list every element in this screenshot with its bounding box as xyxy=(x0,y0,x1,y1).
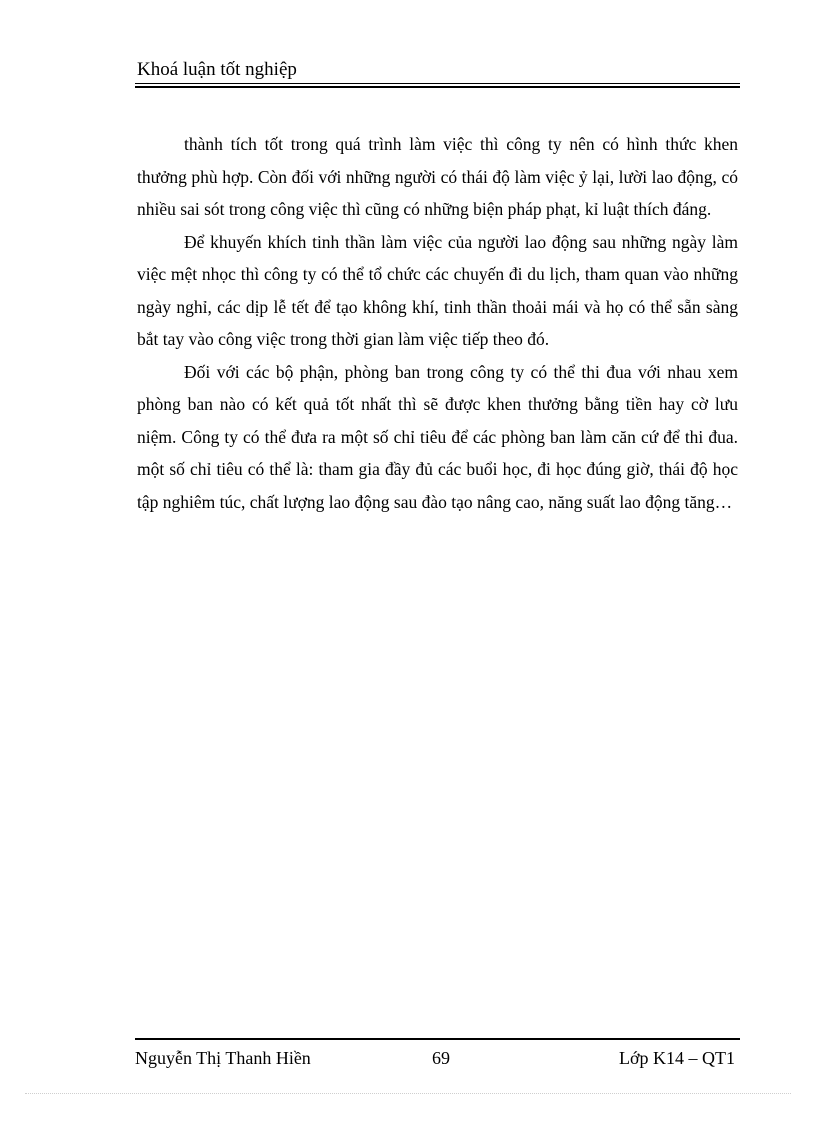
body-paragraph-2: Để khuyến khích tinh thần làm việc của người lao động sau những ngày làm việc mệt nhọc thì công ty có thể tổ chức các chuyến đi du lịch, tham quan vào những ngày nghỉ, các dịp lễ tết để tạo không khí, tinh thần thoải mái và họ có thể sẵn sàng bắt tay vào công việc trong thời gian làm việc tiếp theo đó. xyxy=(137,231,738,349)
page-edge-divider xyxy=(25,1093,791,1094)
header-double-rule xyxy=(135,83,740,88)
document-body xyxy=(137,128,738,518)
header-title: Khoá luận tốt nghiệp xyxy=(137,59,297,80)
body-paragraph-1: thành tích tốt trong quá trình làm việc thì công ty nên có hình thức khen thưởng phù hợp. Còn đối với những người có thái độ làm việc ỷ lại, lười lao động, có nhiều sai sót trong công việc thì cũng có những biện pháp phạt, kỉ luật thích đáng. xyxy=(137,134,738,219)
footer-rule xyxy=(135,1038,740,1040)
body-paragraph-3: Đối với các bộ phận, phòng ban trong công ty có thể thi đua với nhau xem phòng ban nào có kết quả tốt nhất thì sẽ được khen thưởng bằng tiền hay cờ lưu niệm. Công ty có thể đưa ra một số chỉ tiêu để các phòng ban làm căn cứ để thi đua. một số chỉ tiêu có thể là: tham gia đầy đủ các buổi học, đi học đúng giờ, thái độ học tập nghiêm túc, chất lượng lao động sau đào tạo nâng cao, năng suất lao động tăng… xyxy=(137,361,738,512)
footer-author: Nguyễn Thị Thanh Hiền xyxy=(135,1048,311,1068)
footer-class: Lớp K14 – QT1 xyxy=(618,1048,735,1068)
page-number: 69 xyxy=(432,1048,450,1068)
page-footer xyxy=(135,1038,740,1072)
page-header xyxy=(135,58,740,88)
footer-row xyxy=(135,1044,740,1072)
